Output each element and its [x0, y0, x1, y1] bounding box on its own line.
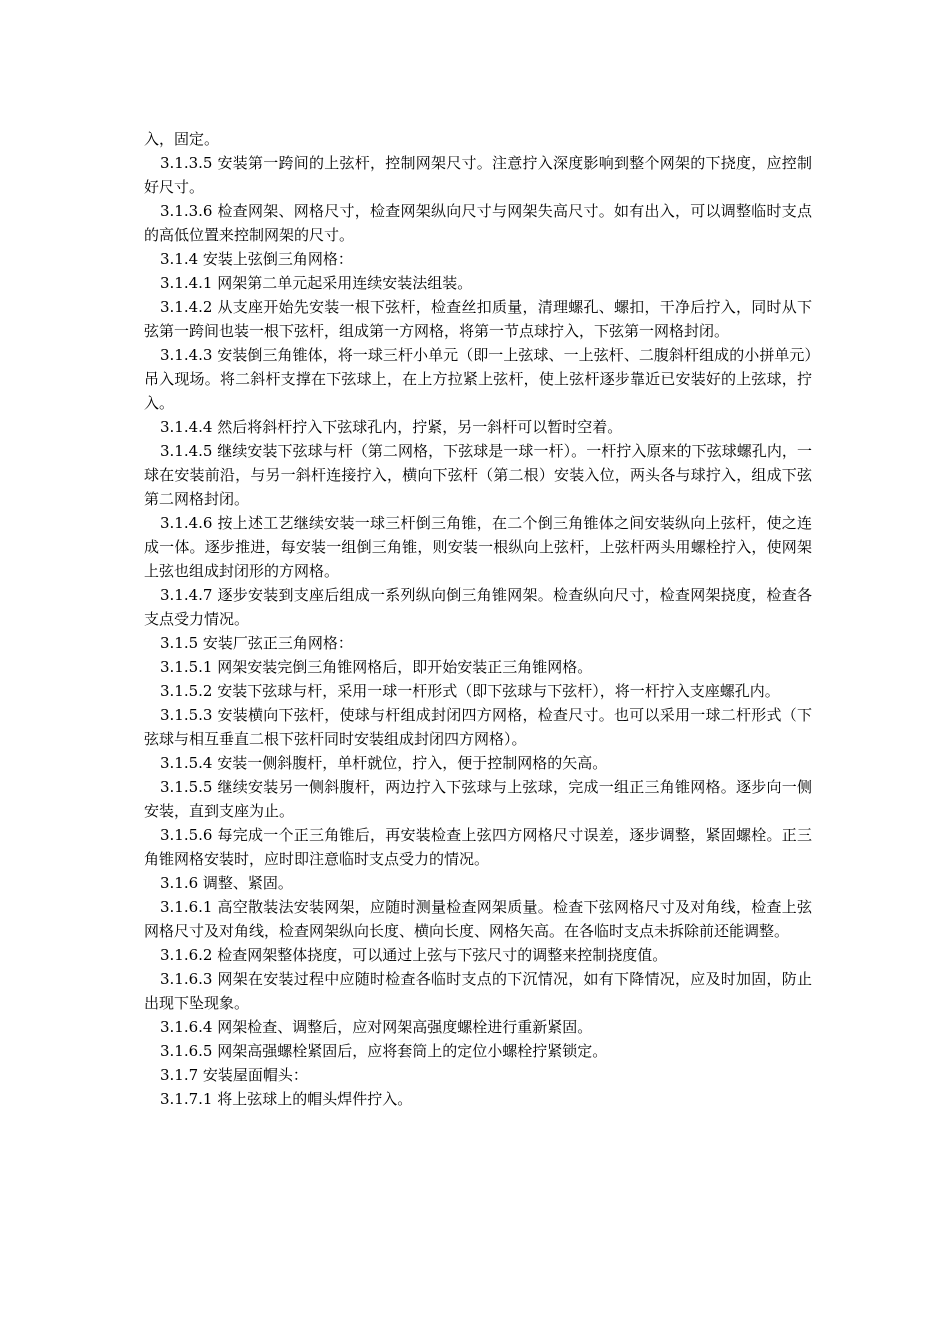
paragraph-3-1-6-4: 3.1.6.4 网架检查、调整后，应对网架高强度螺栓进行重新紧固。 [160, 1018, 593, 1036]
paragraph-0: 入，固定。 [144, 130, 220, 148]
paragraph-3-1-4-7: 3.1.4.7 逐步安装到支座后组成一系列纵向倒三角锥网架。检查纵向尺寸，检查网架挠度，检查各支点受力情况。 [144, 586, 812, 628]
paragraph-3-1-5-5: 3.1.5.5 继续安装另一侧斜腹杆，两边拧入下弦球与上弦球，完成一组正三角锥网格。逐步向一侧安装，直到支座为止。 [144, 778, 812, 820]
paragraph-3-1-6-5: 3.1.6.5 网架高强螺栓紧固后，应将套筒上的定位小螺栓拧紧锁定。 [160, 1042, 608, 1060]
paragraph-3-1-5-3: 3.1.5.3 安装横向下弦杆，使球与杆组成封闭四方网格，检查尺寸。也可以采用一球二杆形式（下弦球与相互垂直二根下弦杆同时安装组成封闭四方网格）。 [144, 706, 812, 748]
paragraph-3-1-5-1: 3.1.5.1 网架安装完倒三角锥网格后，即开始安装正三角锥网格。 [160, 658, 593, 676]
paragraph-3-1-4-5: 3.1.4.5 继续安装下弦球与杆（第二网格，下弦球是一球一杆）。一杆拧入原来的下弦球螺孔内，一球在安装前沿，与另一斜杆连接拧入，横向下弦杆（第二根）安装入位，两头各与球拧入，组成下弦第二网格封闭。 [144, 442, 812, 508]
paragraph-3-1-5-6: 3.1.5.6 每完成一个正三角锥后，再安装检查上弦四方网格尺寸误差，逐步调整，紧固螺栓。正三角锥网格安装时，应时即注意临时支点受力的情况。 [144, 826, 812, 868]
paragraph-3-1-6-2: 3.1.6.2 检查网架整体挠度，可以通过上弦与下弦尺寸的调整来控制挠度值。 [160, 946, 668, 964]
paragraph-3-1-6-3: 3.1.6.3 网架在安装过程中应随时检查各临时支点的下沉情况，如有下降情况，应及时加固，防止出现下坠现象。 [144, 970, 812, 1012]
paragraph-3-1-5-2: 3.1.5.2 安装下弦球与杆，采用一球一杆形式（即下弦球与下弦杆），将一杆拧入支座螺孔内。 [160, 682, 780, 700]
paragraph-3-1-4-2: 3.1.4.2 从支座开始先安装一根下弦杆，检查丝扣质量，清理螺孔、螺扣，干净后拧入，同时从下弦第一跨间也装一根下弦杆，组成第一方网格，将第一节点球拧入，下弦第一网格封闭。 [144, 298, 812, 340]
paragraph-3-1-3-5: 3.1.3.5 安装第一跨间的上弦杆，控制网架尺寸。注意拧入深度影响到整个网架的下挠度，应控制好尺寸。 [144, 154, 812, 196]
paragraph-3-1-5-4: 3.1.5.4 安装一侧斜腹杆，单杆就位，拧入，便于控制网格的矢高。 [160, 754, 608, 772]
paragraph-3-1-4-3: 3.1.4.3 安装倒三角锥体，将一球三杆小单元（即一上弦球、一上弦杆、二腹斜杆组成的小拼单元）吊入现场。将二斜杆支撑在下弦球上，在上方拉紧上弦杆，使上弦杆逐步靠近已安装好的上弦球，拧入。 [144, 346, 812, 412]
heading-3-1-5: 3.1.5 安装厂弦正三角网格： [160, 634, 353, 652]
paragraph-3-1-4-4: 3.1.4.4 然后将斜杆拧入下弦球孔内，拧紧，另一斜杆可以暂时空着。 [160, 418, 623, 436]
paragraph-3-1-6-1: 3.1.6.1 高空散装法安装网架，应随时测量检查网架质量。检查下弦网格尺寸及对角线，检查上弦网格尺寸及对角线，检查网架纵向长度、横向长度、网格矢高。在各临时支点未拆除前还能调整。 [144, 898, 812, 940]
paragraph-3-1-4-1: 3.1.4.1 网架第二单元起采用连续安装法组装。 [160, 274, 473, 292]
document-body [144, 127, 812, 1111]
heading-3-1-7: 3.1.7 安装屋面帽头： [160, 1066, 308, 1084]
heading-3-1-6: 3.1.6 调整、紧固。 [160, 874, 293, 892]
paragraph-3-1-7-1: 3.1.7.1 将上弦球上的帽头焊件拧入。 [160, 1090, 413, 1108]
paragraph-3-1-4-6: 3.1.4.6 按上述工艺继续安装一球三杆倒三角锥，在二个倒三角锥体之间安装纵向上弦杆，使之连成一体。逐步推进，每安装一组倒三角锥，则安装一根纵向上弦杆，上弦杆两头用螺栓拧入，使网架上弦也组成封闭形的方网格。 [144, 514, 812, 580]
paragraph-3-1-3-6: 3.1.3.6 检查网架、网格尺寸，检查网架纵向尺寸与网架失高尺寸。如有出入，可以调整临时支点的高低位置来控制网架的尺寸。 [144, 202, 812, 244]
heading-3-1-4: 3.1.4 安装上弦倒三角网格： [160, 250, 353, 268]
